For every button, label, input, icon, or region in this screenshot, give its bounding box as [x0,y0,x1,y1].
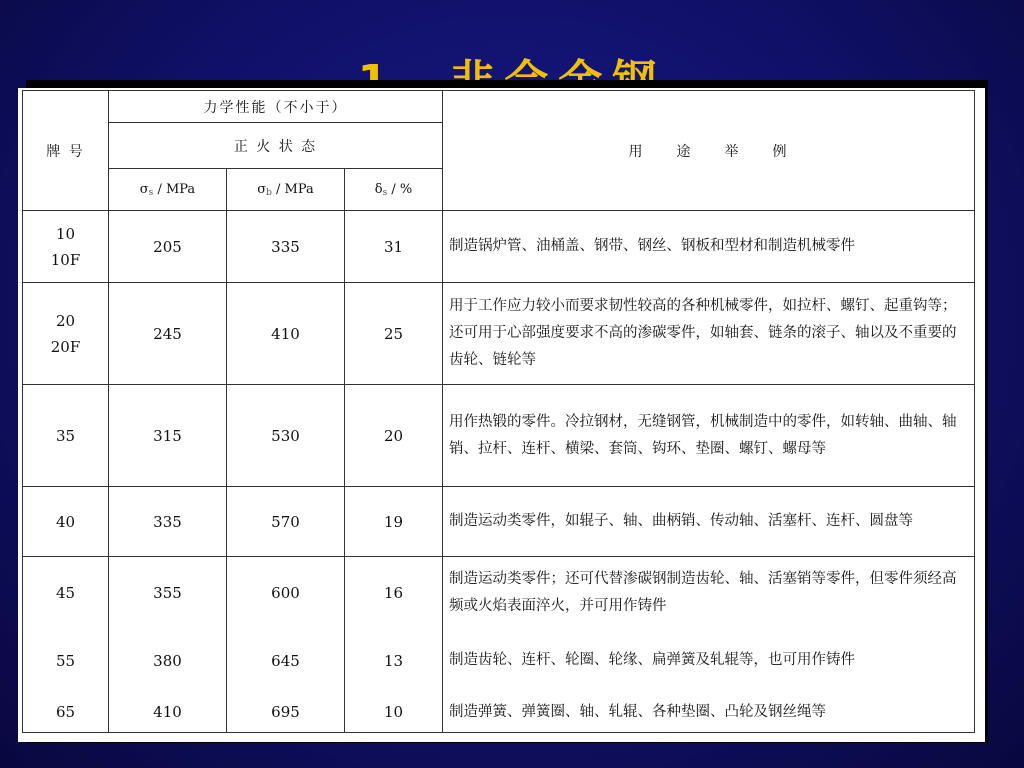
use-cell: 用于工作应力较小而要求韧性较高的各种机械零件，如拉杆、螺钉、起重钩等；还可用于心部强度要求不高的渗碳零件，如轴套、链条的滚子、轴以及不重要的齿轮、链轮等 [443,283,975,385]
tensile-strength-cell: 695 [227,693,345,733]
header-grade: 牌 号 [23,91,109,211]
elongation-cell: 10 [345,693,443,733]
header-yield-strength: $\sigma_s$ / MPa [109,169,227,211]
tensile-strength-cell: 570 [227,487,345,557]
table-row [23,629,975,693]
header-elongation: $\delta_s$ / % [345,169,443,211]
tensile-strength-cell: 645 [227,629,345,693]
grade-cell: 45 [23,557,109,629]
use-cell: 制造齿轮、连杆、轮圈、轮缘、扁弹簧及轧辊等，也可用作铸件 [443,629,975,693]
grade-cell: 20 20F [23,283,109,385]
steel-properties-table-card [18,88,985,742]
grade-cell: 35 [23,385,109,487]
yield-strength-cell: 245 [109,283,227,385]
yield-strength-cell: 380 [109,629,227,693]
table-row [23,557,975,629]
tensile-strength-cell: 410 [227,283,345,385]
elongation-cell: 20 [345,385,443,487]
grade-cell: 10 10F [23,211,109,283]
yield-strength-cell: 410 [109,693,227,733]
yield-strength-cell: 335 [109,487,227,557]
header-tensile-strength: $\sigma_b$ / MPa [227,169,345,211]
elongation-cell: 16 [345,557,443,629]
table-row [23,385,975,487]
use-cell: 制造锅炉管、油桶盖、钢带、钢丝、钢板和型材和制造机械零件 [443,211,975,283]
use-cell: 用作热锻的零件。冷拉钢材，无缝钢管，机械制造中的零件，如转轴、曲轴、轴销、拉杆、连杆、横梁、套筒、钩环、垫圈、螺钉、螺母等 [443,385,975,487]
elongation-cell: 19 [345,487,443,557]
grade-cell: 65 [23,693,109,733]
header-use: 用 途 举 例 [443,91,975,211]
elongation-cell: 25 [345,283,443,385]
tensile-strength-cell: 530 [227,385,345,487]
table-row [23,211,975,283]
elongation-cell: 31 [345,211,443,283]
table-row [23,283,975,385]
table-row [23,693,975,733]
use-cell: 制造运动类零件；还可代替渗碳钢制造齿轮、轴、活塞销等零件，但零件须经高频或火焰表面淬火，并可用作铸件 [443,557,975,629]
yield-strength-cell: 355 [109,557,227,629]
grade-cell: 55 [23,629,109,693]
use-cell: 制造弹簧、弹簧圈、轴、轧辊、各种垫圈、凸轮及钢丝绳等 [443,693,975,733]
grade-cell: 40 [23,487,109,557]
yield-strength-cell: 315 [109,385,227,487]
header-mech-properties: 力学性能（不小于） [109,91,443,123]
use-cell: 制造运动类零件，如辊子、轴、曲柄销、传动轴、活塞杆、连杆、圆盘等 [443,487,975,557]
tensile-strength-cell: 335 [227,211,345,283]
table-row [23,487,975,557]
header-condition: 正 火 状 态 [109,123,443,169]
yield-strength-cell: 205 [109,211,227,283]
steel-properties-table [22,90,975,733]
elongation-cell: 13 [345,629,443,693]
tensile-strength-cell: 600 [227,557,345,629]
